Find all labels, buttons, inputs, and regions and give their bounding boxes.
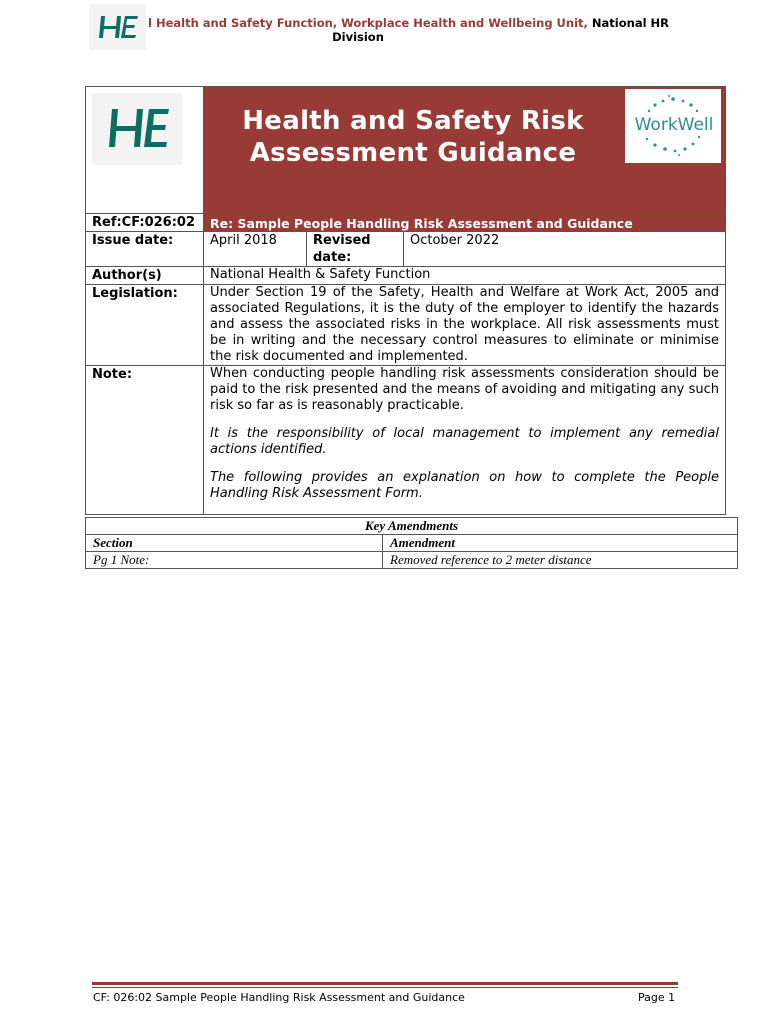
footer-page-number: Page 1 — [638, 991, 676, 1004]
guidance-table — [85, 86, 726, 515]
workwell-logo-text: WorkWell — [634, 115, 714, 135]
authors-label: Author(s) — [86, 267, 204, 285]
page-header-text — [148, 16, 708, 44]
title-row — [86, 87, 726, 214]
amendments-table — [85, 517, 738, 569]
header-division-text: Division — [332, 30, 384, 44]
revised-date-label: Revised date: — [307, 232, 404, 267]
note-label: Note: — [86, 366, 204, 515]
note-paragraph-1: When conducting people handling risk assessments consideration should be paid to the risk presented and the means of avoiding and mitigating any such risk so far as is reasonably practicable. — [210, 366, 719, 413]
subject-text: Re: Sample People Handling Risk Assessment and Guidance — [204, 214, 726, 232]
amendments-header-row — [86, 535, 738, 552]
authors-value: National Health & Safety Function — [204, 267, 726, 285]
issue-date-value: April 2018 — [204, 232, 307, 267]
legislation-value: Under Section 19 of the Safety, Health and Welfare at Work Act, 2005 and associated Regulations, it is the duty of the employer to identify the hazards and assess the associated risks in the workplace. All risk assessments must be in writing and the necessary control measures to eliminate or minimise the risk documented and implemented. — [204, 285, 726, 366]
amendments-title: Key Amendments — [86, 518, 738, 535]
revised-date-value: October 2022 — [404, 232, 726, 267]
ref-label: Ref:CF:026:02 — [86, 214, 204, 232]
table-row — [86, 552, 738, 569]
title-cell — [204, 87, 726, 214]
note-value — [204, 366, 726, 515]
header-red-text: l Health and Safety Function, Workplace Health and Wellbeing Unit, — [148, 16, 588, 30]
doc-title: Health and Safety Risk Assessment Guidance — [242, 106, 584, 168]
note-paragraph-3: The following provides an explanation on how to complete the People Handling Risk Assessment Form. — [210, 470, 719, 501]
issue-date-label: Issue date: — [86, 232, 204, 267]
footer-divider — [92, 982, 678, 985]
note-paragraph-2: It is the responsibility of local management to implement any remedial actions identified. — [210, 426, 719, 457]
legislation-label: Legislation: — [86, 285, 204, 366]
legislation-row — [86, 285, 726, 366]
amendment-section-cell: Pg 1 Note: — [86, 552, 383, 569]
column-header-section: Section — [86, 535, 383, 552]
amendment-description-cell: Removed reference to 2 meter distance — [383, 552, 738, 569]
footer-doc-title: CF: 026:02 Sample People Handling Risk Assessment and Guidance — [93, 991, 465, 1004]
header-black-text: National HR — [587, 16, 670, 30]
amendments-title-row — [86, 518, 738, 535]
hse-logo — [92, 93, 182, 165]
authors-row — [86, 267, 726, 285]
column-header-amendment: Amendment — [383, 535, 738, 552]
ref-row — [86, 214, 726, 232]
hse-logo-cell — [86, 87, 204, 214]
note-row — [86, 366, 726, 515]
footer-divider-thin — [92, 987, 678, 988]
workwell-logo — [625, 89, 721, 163]
issue-row — [86, 232, 726, 267]
